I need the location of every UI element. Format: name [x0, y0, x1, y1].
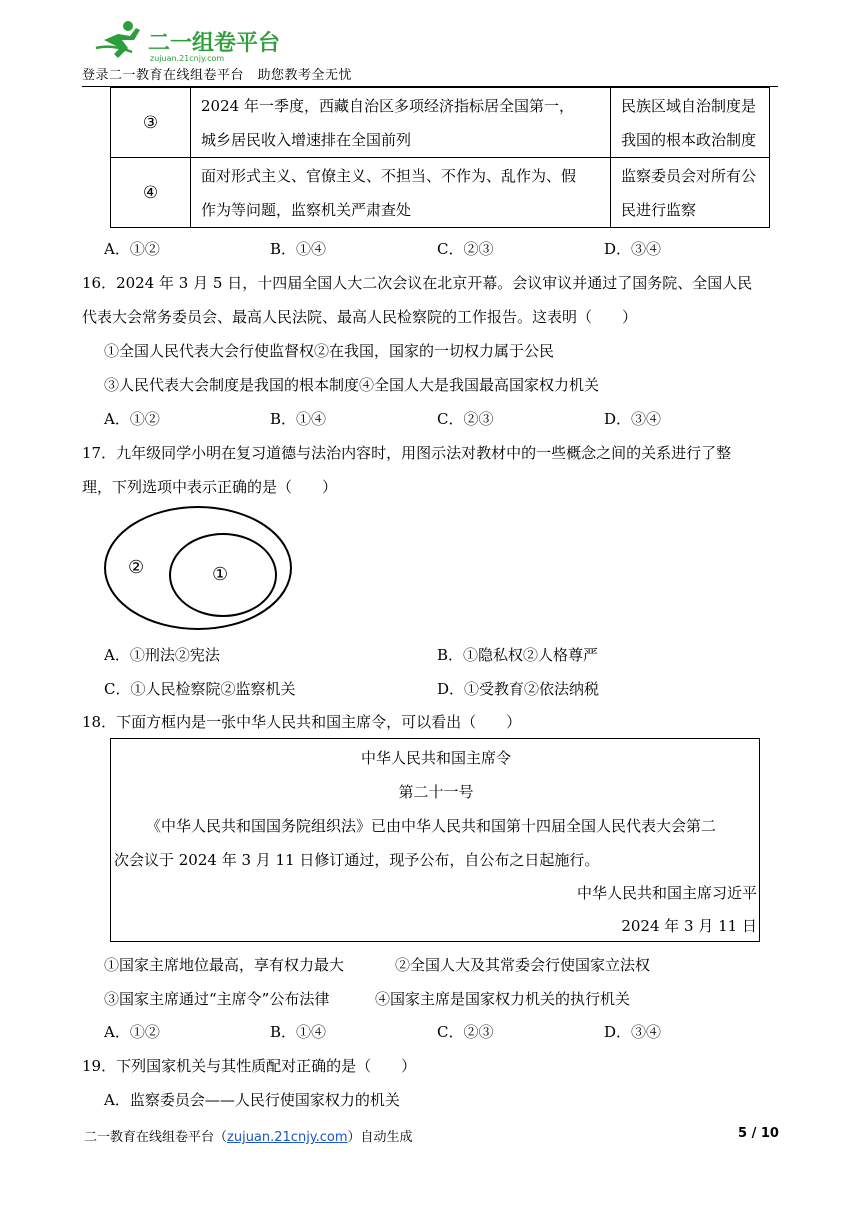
table-cell-view — [611, 158, 770, 228]
q16-option-a: A．①② — [104, 410, 160, 428]
decree-box — [110, 738, 760, 942]
header-tagline: 登录二一教育在线组卷平台 助您教考全无忧 — [82, 68, 353, 83]
options-table — [110, 87, 770, 228]
q16-option-b: B．①④ — [270, 410, 327, 428]
q19-option-a: A．监察委员会——人民行使国家权力的机关 — [104, 1091, 400, 1109]
q18-statement-d: ④国家主席是国家权力机关的执行机关 — [375, 990, 631, 1008]
logo-url-text: zujuan.21cnjy.com — [150, 54, 225, 63]
q18-option-a: A．①② — [104, 1023, 160, 1041]
footer-prefix: 二一教育在线组卷平台（ — [84, 1130, 228, 1145]
q18-option-d: D．③④ — [604, 1023, 662, 1041]
q16-option-d: D．③④ — [604, 410, 662, 428]
q18-option-c: C．②③ — [437, 1023, 494, 1041]
q17-stem-line2: 理，下列选项中表示正确的是（ ） — [82, 478, 338, 496]
q18-statement-a: ①国家主席地位最高，享有权力最大 — [104, 956, 345, 974]
venn-diagram — [102, 503, 298, 633]
table-cell-num: ③ — [111, 88, 191, 158]
q18-stem: 18．下面方框内是一张中华人民共和国主席令，可以看出（ ） — [82, 713, 522, 731]
q17-option-d: D．①受教育②依法纳税 — [437, 680, 600, 698]
table-cell-line: 面对形式主义、官僚主义、不担当、不作为、乱作为、假 — [201, 166, 577, 185]
table-cell-line: 作为等问题，监察机关严肃查处 — [201, 200, 412, 219]
table-cell-line: 民进行监察 — [621, 200, 697, 219]
runner-logo-icon — [96, 21, 140, 58]
table-cell-line: 我国的根本政治制度 — [621, 130, 757, 149]
q17-stem-line1: 17．九年级同学小明在复习道德与法治内容时，用图示法对教材中的一些概念之间的关系进行了整 — [82, 444, 732, 462]
decree-signature: 中华人民共和国主席习近平 — [576, 884, 757, 902]
decree-title: 中华人民共和国主席令 — [360, 749, 511, 767]
q17-option-a: A．①刑法②宪法 — [104, 646, 220, 664]
venn-outer-label: ② — [128, 557, 145, 578]
table-cell-view — [611, 88, 770, 158]
q16-statement-line1: ①全国人民代表大会行使监督权②在我国，国家的一切权力属于公民 — [104, 342, 555, 360]
page-number: 5 / 10 — [738, 1126, 779, 1141]
q16-stem-line2: 代表大会常务委员会、最高人民法院、最高人民检察院的工作报告。这表明（ ） — [82, 308, 638, 326]
table-row — [111, 158, 770, 228]
q16-statement-line2: ③人民代表大会制度是我国的根本制度④全国人大是我国最高国家权力机关 — [104, 376, 600, 394]
q15-option-d: D．③④ — [604, 240, 662, 258]
table-cell-content — [191, 88, 611, 158]
venn-inner-label: ① — [212, 564, 229, 585]
q15-option-b: B．①④ — [270, 240, 327, 258]
logo-text: 二一组卷平台 — [148, 31, 281, 56]
decree-body-line1: 《中华人民共和国国务院组织法》已由中华人民共和国第十四届全国人民代表大会第二 — [146, 817, 717, 835]
table-row — [111, 88, 770, 158]
q18-statement-b: ②全国人大及其常委会行使国家立法权 — [395, 956, 651, 974]
q17-option-c: C．①人民检察院②监察机关 — [104, 680, 296, 698]
table-cell-num: ④ — [111, 158, 191, 228]
q16-option-c: C．②③ — [437, 410, 494, 428]
q18-statement-c: ③国家主席通过“主席令”公布法律 — [104, 990, 330, 1008]
q18-option-b: B．①④ — [270, 1023, 327, 1041]
q17-option-b: B．①隐私权②人格尊严 — [437, 646, 599, 664]
table-cell-line: 监察委员会对所有公 — [621, 166, 757, 185]
q16-stem-line1: 16．2024 年 3 月 5 日，十四届全国人大二次会议在北京开幕。会议审议并通过了国务院、全国人民 — [82, 274, 753, 292]
footer-source — [84, 1126, 413, 1145]
decree-date: 2024 年 3 月 11 日 — [621, 917, 757, 935]
table-cell-line: 2024 年一季度，西藏自治区多项经济指标居全国第一， — [201, 96, 574, 115]
table-cell-line: 民族区域自治制度是 — [621, 96, 757, 115]
q15-option-c: C．②③ — [437, 240, 494, 258]
decree-number: 第二十一号 — [398, 783, 474, 801]
footer-link[interactable]: zujuan.21cnjy.com — [227, 1130, 348, 1145]
decree-body-line2: 次会议于 2024 年 3 月 11 日修订通过，现予公布，自公布之日起施行。 — [114, 851, 600, 869]
footer-suffix: ）自动生成 — [347, 1130, 413, 1145]
logo — [92, 18, 282, 64]
table-cell-line: 城乡居民收入增速排在全国前列 — [201, 130, 412, 149]
q15-option-a: A．①② — [104, 240, 160, 258]
q19-stem: 19．下列国家机关与其性质配对正确的是（ ） — [82, 1057, 417, 1075]
table-cell-content — [191, 158, 611, 228]
